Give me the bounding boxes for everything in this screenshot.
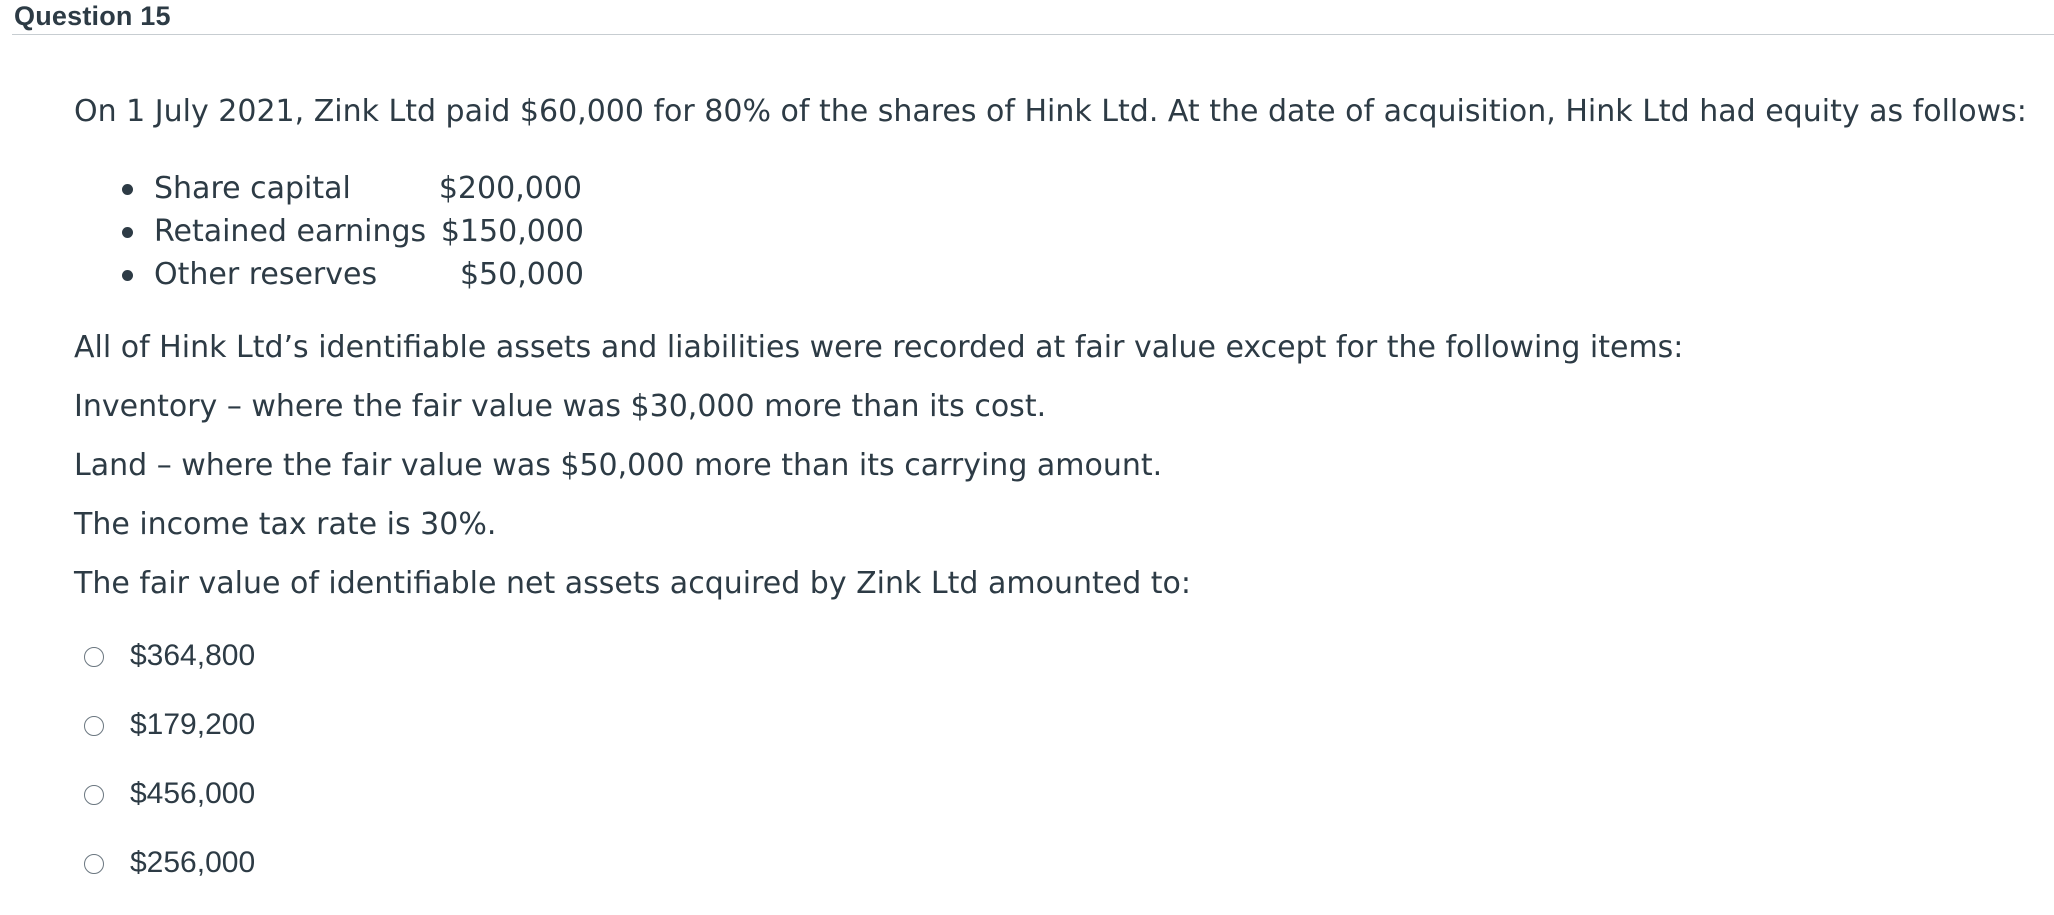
answer-label[interactable]: $456,000 <box>130 777 256 810</box>
answer-label[interactable]: $364,800 <box>130 639 256 672</box>
radio-button[interactable] <box>84 716 104 736</box>
equity-item-value: $150,000 <box>440 214 584 249</box>
question-title: Question 15 <box>14 1 171 31</box>
radio-button[interactable] <box>84 785 104 805</box>
equity-item-value: $50,000 <box>459 257 584 292</box>
bullet-icon <box>122 270 133 281</box>
question-intro: On 1 July 2021, Zink Ltd paid $60,000 for 80% of the shares of Hink Ltd. At the date of acquisition, Hink Ltd had equity as follows: <box>74 94 2027 129</box>
question-prompt: The fair value of identifiable net assets acquired by Zink Ltd amounted to: <box>74 566 1192 601</box>
equity-item-label: Other reserves <box>154 257 378 292</box>
tax-note: The income tax rate is 30%. <box>74 507 497 542</box>
answer-label[interactable]: $256,000 <box>130 846 256 879</box>
equity-item-label: Retained earnings <box>154 214 427 249</box>
answer-label[interactable]: $179,200 <box>130 708 256 741</box>
equity-item-label: Share capital <box>154 171 351 206</box>
radio-button[interactable] <box>84 647 104 667</box>
radio-button[interactable] <box>84 854 104 874</box>
bullet-icon <box>122 227 133 238</box>
equity-item-value: $200,000 <box>438 171 582 206</box>
land-note: Land – where the fair value was $50,000 more than its carrying amount. <box>74 448 1163 483</box>
question-header <box>12 0 2054 35</box>
inventory-note: Inventory – where the fair value was $30,000 more than its cost. <box>74 389 1047 424</box>
bullet-icon <box>122 184 133 195</box>
fair-value-note: All of Hink Ltd’s identifiable assets and liabilities were recorded at fair value except for the following items: <box>74 330 1684 365</box>
